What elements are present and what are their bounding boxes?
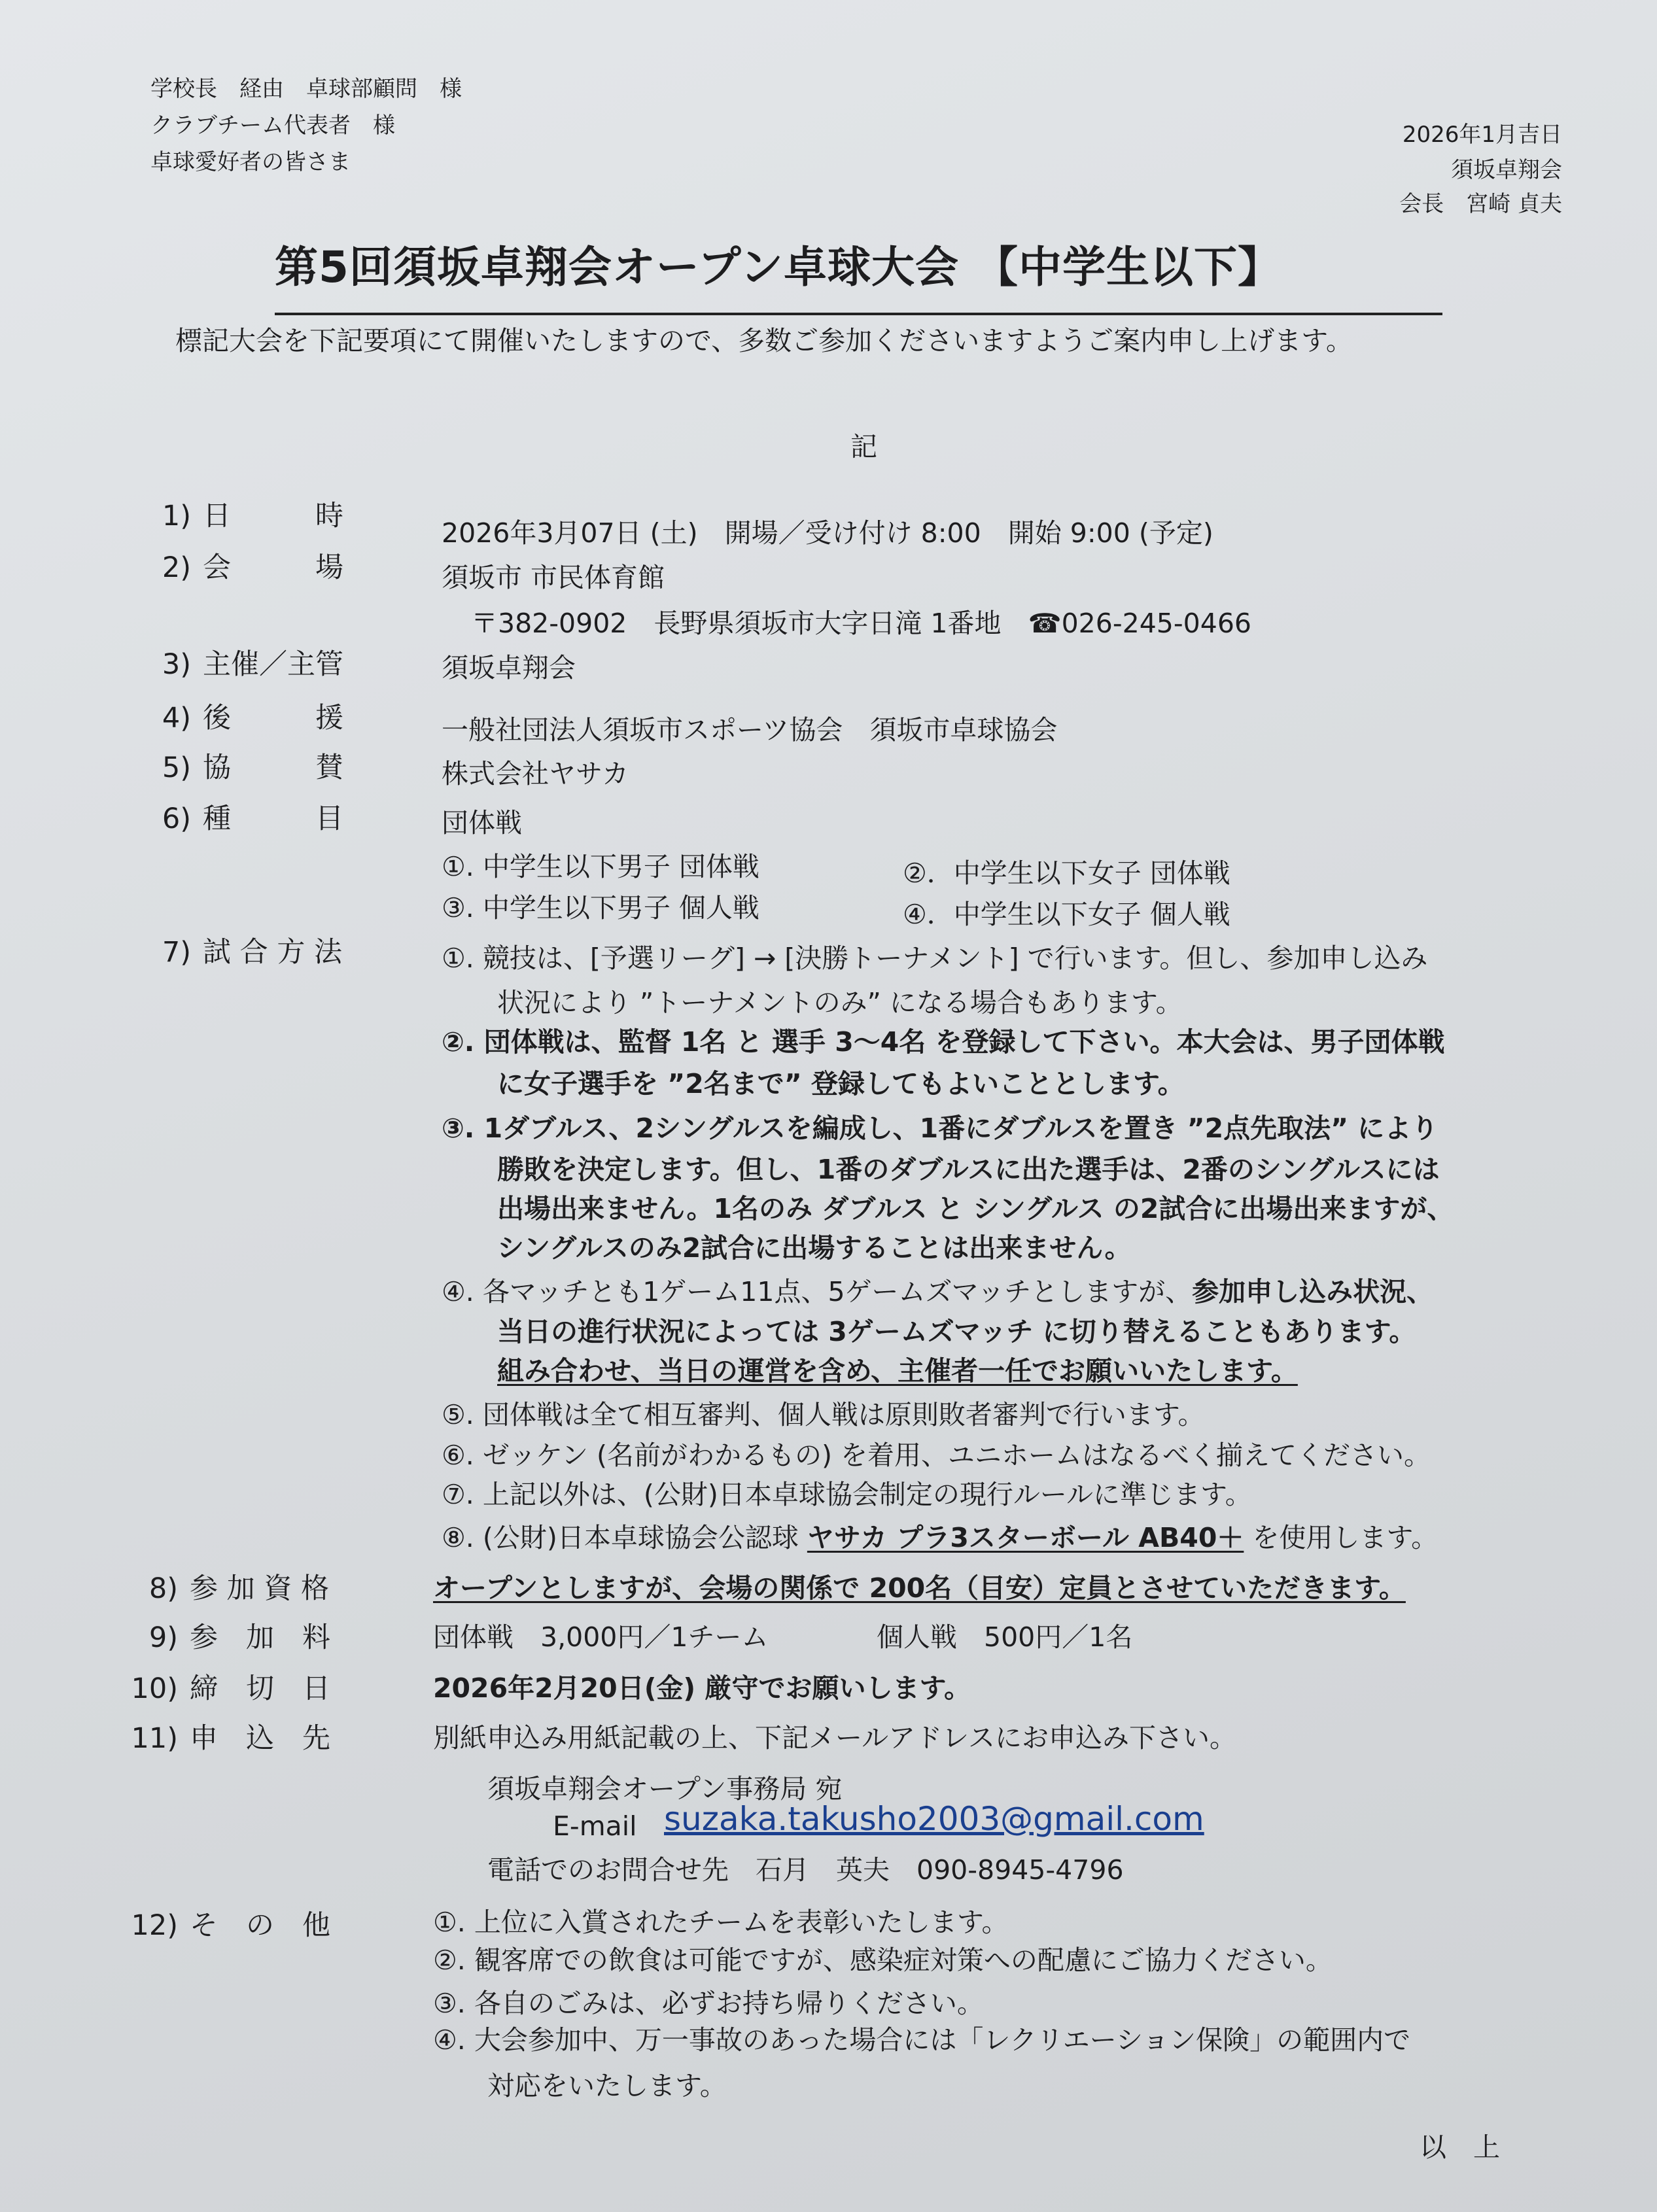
other-note-3: ③. 各自のごみは、必ずお持ち帰りください。 (433, 1988, 984, 2019)
method-rule-2-cont: に女子選手を ”2名まで” 登録してもよいこととします。 (497, 1068, 1185, 1099)
venue-address: 〒382-0902 長野県須坂市大字日滝 1番地 ☎026-245-0466 (471, 608, 1252, 639)
other-note-2: ②. 観客席での飲食は可能ですが、感染症対策への配慮にご協力ください。 (433, 1944, 1333, 1976)
title-underline (275, 313, 1442, 315)
fee-individual: 個人戦 500円／1名 (877, 1621, 1133, 1653)
method-rule-4: ④. 各マッチとも1ゲーム11点、5ゲームズマッチとしますが、参加申し込み状況、 (442, 1276, 1434, 1307)
method-rule-4-note: 組み合わせ、当日の運営を含め、主催者一任でお願いいたします。 (497, 1355, 1298, 1387)
chairman-name: 会長 宮崎 貞夫 (1399, 191, 1562, 217)
office-name: 須坂卓翔会オープン事務局 宛 (487, 1773, 843, 1805)
item-label-events: 6) 種 目 (162, 803, 343, 835)
item-deadline: 2026年2月20日(金) 厳守でお願いします。 (433, 1672, 971, 1704)
item-label-apply: 11) 申 込 先 (131, 1722, 330, 1755)
item-eligibility: オープンとしますが、会場の関係で 200名（目安）定員とさせていただきます。 (433, 1572, 1406, 1604)
item-apply: 別紙申込み用紙記載の上、下記メールアドレスにお申込み下さい。 (433, 1722, 1236, 1754)
item-label-host: 3) 主催／主管 (162, 648, 343, 681)
event-girls-team: ②．中学生以下女子 団体戦 (903, 857, 1230, 889)
item-label-other: 12) そ の 他 (131, 1909, 330, 1942)
item-label-datetime: 1) 日 時 (162, 500, 343, 532)
email-label: E-mail (553, 1810, 637, 1842)
item-label-deadline: 10) 締 切 日 (131, 1672, 330, 1705)
closing-ijo: 以 上 (1420, 2132, 1500, 2163)
item-sponsor: 株式会社ヤサカ (442, 758, 629, 789)
item-label-sponsor: 5) 協 賛 (162, 752, 343, 784)
item-label-venue: 2) 会 場 (162, 551, 343, 584)
item-datetime: 2026年3月07日 (土) 開場／受け付け 8:00 開始 9:00 (予定) (442, 517, 1213, 549)
item-support: 一般社団法人須坂市スポーツ協会 須坂市卓球協会 (442, 714, 1058, 746)
method-rule-1: ①. 競技は、[予選リーグ] → [決勝トーナメント] で行います。但し、参加申し込み (442, 942, 1428, 974)
item-events: 団体戦 (442, 807, 522, 838)
item-label-support: 4) 後 援 (162, 702, 343, 734)
item-label-eligibility: 8) 参 加 資 格 (148, 1572, 330, 1605)
ki-heading: 記 (850, 431, 877, 462)
addressee-fans: 卓球愛好者の皆さま (150, 149, 351, 175)
other-note-4-cont: 対応をいたします。 (487, 2070, 727, 2101)
method-rule-3-cont-c: シングルスのみ2試合に出場することは出来ません。 (497, 1232, 1132, 1264)
other-note-1: ①. 上位に入賞されたチームを表彰いたします。 (433, 1907, 1009, 1938)
method-rule-2: ②. 団体戦は、監督 1名 と 選手 3～4名 を登録して下さい。本大会は、男子団体戦 (442, 1026, 1445, 1058)
item-label-fee: 9) 参 加 料 (148, 1621, 330, 1654)
item-label-method: 7) 試 合 方 法 (162, 936, 343, 969)
item-venue: 須坂市 市民体育館 (442, 562, 665, 593)
method-rule-3: ③. 1ダブルス、2シングルスを編成し、1番にダブルスを置き ”2点先取法” により (442, 1113, 1439, 1144)
method-rule-5: ⑤. 団体戦は全て相互審判、個人戦は原則敗者審判で行います。 (442, 1399, 1205, 1430)
other-note-4: ④. 大会参加中、万一事故のあった場合には「レクリエーション保険」の範囲内で (433, 2024, 1411, 2056)
method-rule-4-cont: 当日の進行状況によっては 3ゲームズマッチ に切り替えることもあります。 (497, 1316, 1416, 1347)
method-rule-3-cont-a: 勝敗を決定します。但し、1番のダブルスに出た選手は、2番のシングルスには (497, 1154, 1440, 1185)
issue-date: 2026年1月吉日 (1402, 122, 1562, 148)
addressee-club: クラブチーム代表者 様 (150, 112, 395, 139)
intro-text: 標記大会を下記要項にて開催いたしますので、多数ご参加くださいますようご案内申し上げます。 (175, 325, 1353, 356)
contact-phone: 電話でのお問合せ先 石月 英夫 090-8945-4796 (487, 1854, 1124, 1886)
method-rule-8: ⑧. (公財)日本卓球協会公認球 ヤサカ プラ3スターボール AB40＋ を使用します。 (442, 1522, 1439, 1553)
event-boys-team: ①. 中学生以下男子 団体戦 (442, 851, 759, 882)
fee-team: 団体戦 3,000円／1チーム (433, 1621, 769, 1653)
event-girls-individual: ④．中学生以下女子 個人戦 (903, 899, 1230, 930)
email-link[interactable]: suzaka.takusho2003@gmail.com (664, 1800, 1204, 1838)
event-boys-individual: ③. 中学生以下男子 個人戦 (442, 892, 759, 924)
method-rule-7: ⑦. 上記以外は、(公財)日本卓球協会制定の現行ルールに準じます。 (442, 1479, 1252, 1510)
method-rule-3-cont-b: 出場出来ません。1名のみ ダブルス と シングルス の2試合に出場出来ますが、 (497, 1193, 1454, 1224)
method-rule-1-cont: 状況により ”トーナメントのみ” になる場合もあります。 (497, 987, 1183, 1018)
organizer-name: 須坂卓翔会 (1451, 157, 1562, 183)
document-title: 第5回須坂卓翔会オープン卓球大会 【中学生以下】 (275, 242, 1282, 292)
item-host: 須坂卓翔会 (442, 652, 576, 683)
addressee-principal: 学校長 経由 卓球部顧問 様 (150, 76, 462, 102)
method-rule-6: ⑥. ゼッケン (名前がわかるもの) を着用、ユニホームはなるべく揃えてください。 (442, 1440, 1431, 1471)
